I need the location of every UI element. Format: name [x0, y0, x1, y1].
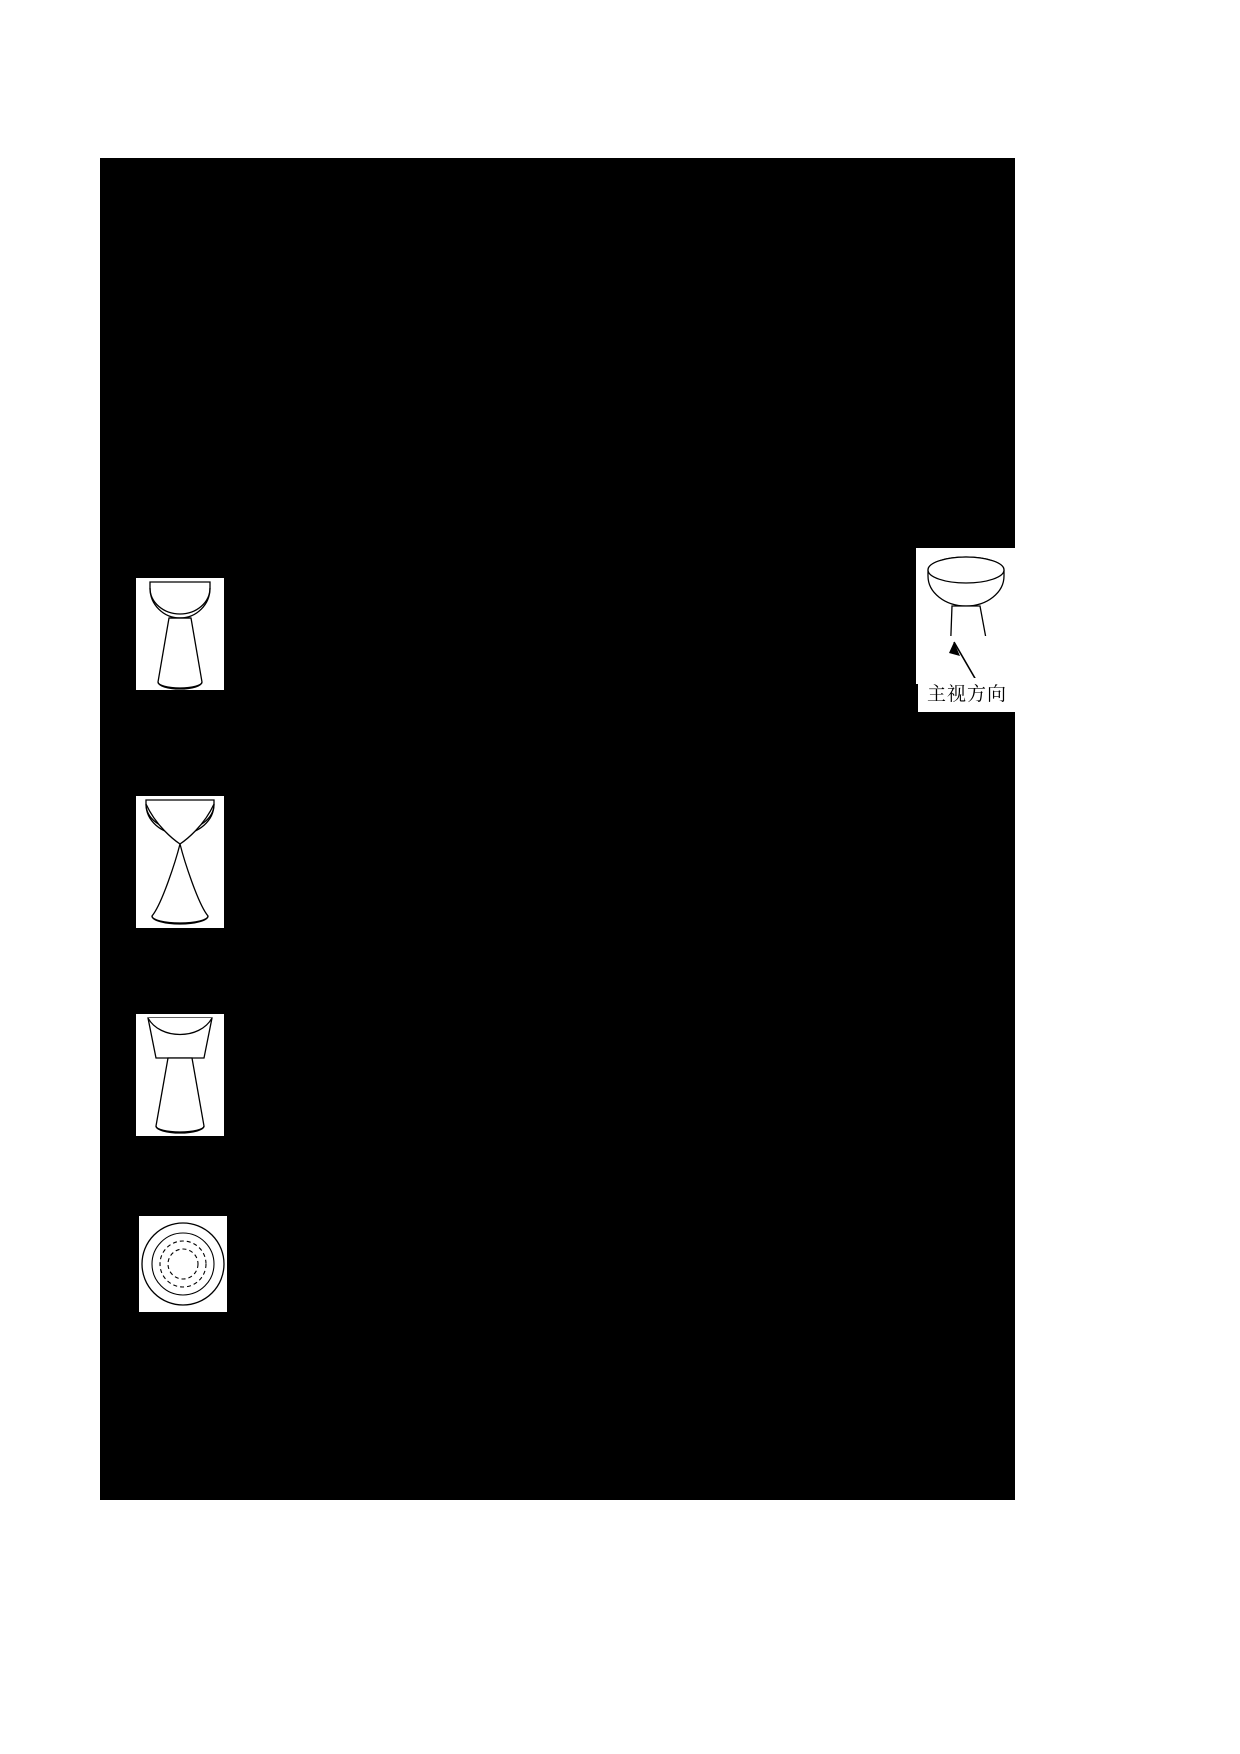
view-direction-arrow: [916, 636, 1016, 684]
option-d-figure: [139, 1216, 227, 1312]
option-a-figure: [136, 578, 224, 690]
view-direction-label: 主视方向: [918, 678, 1016, 712]
redacted-content-block: [100, 158, 1015, 1500]
option-c-figure: [136, 1014, 224, 1136]
option-b-figure: [136, 796, 224, 928]
